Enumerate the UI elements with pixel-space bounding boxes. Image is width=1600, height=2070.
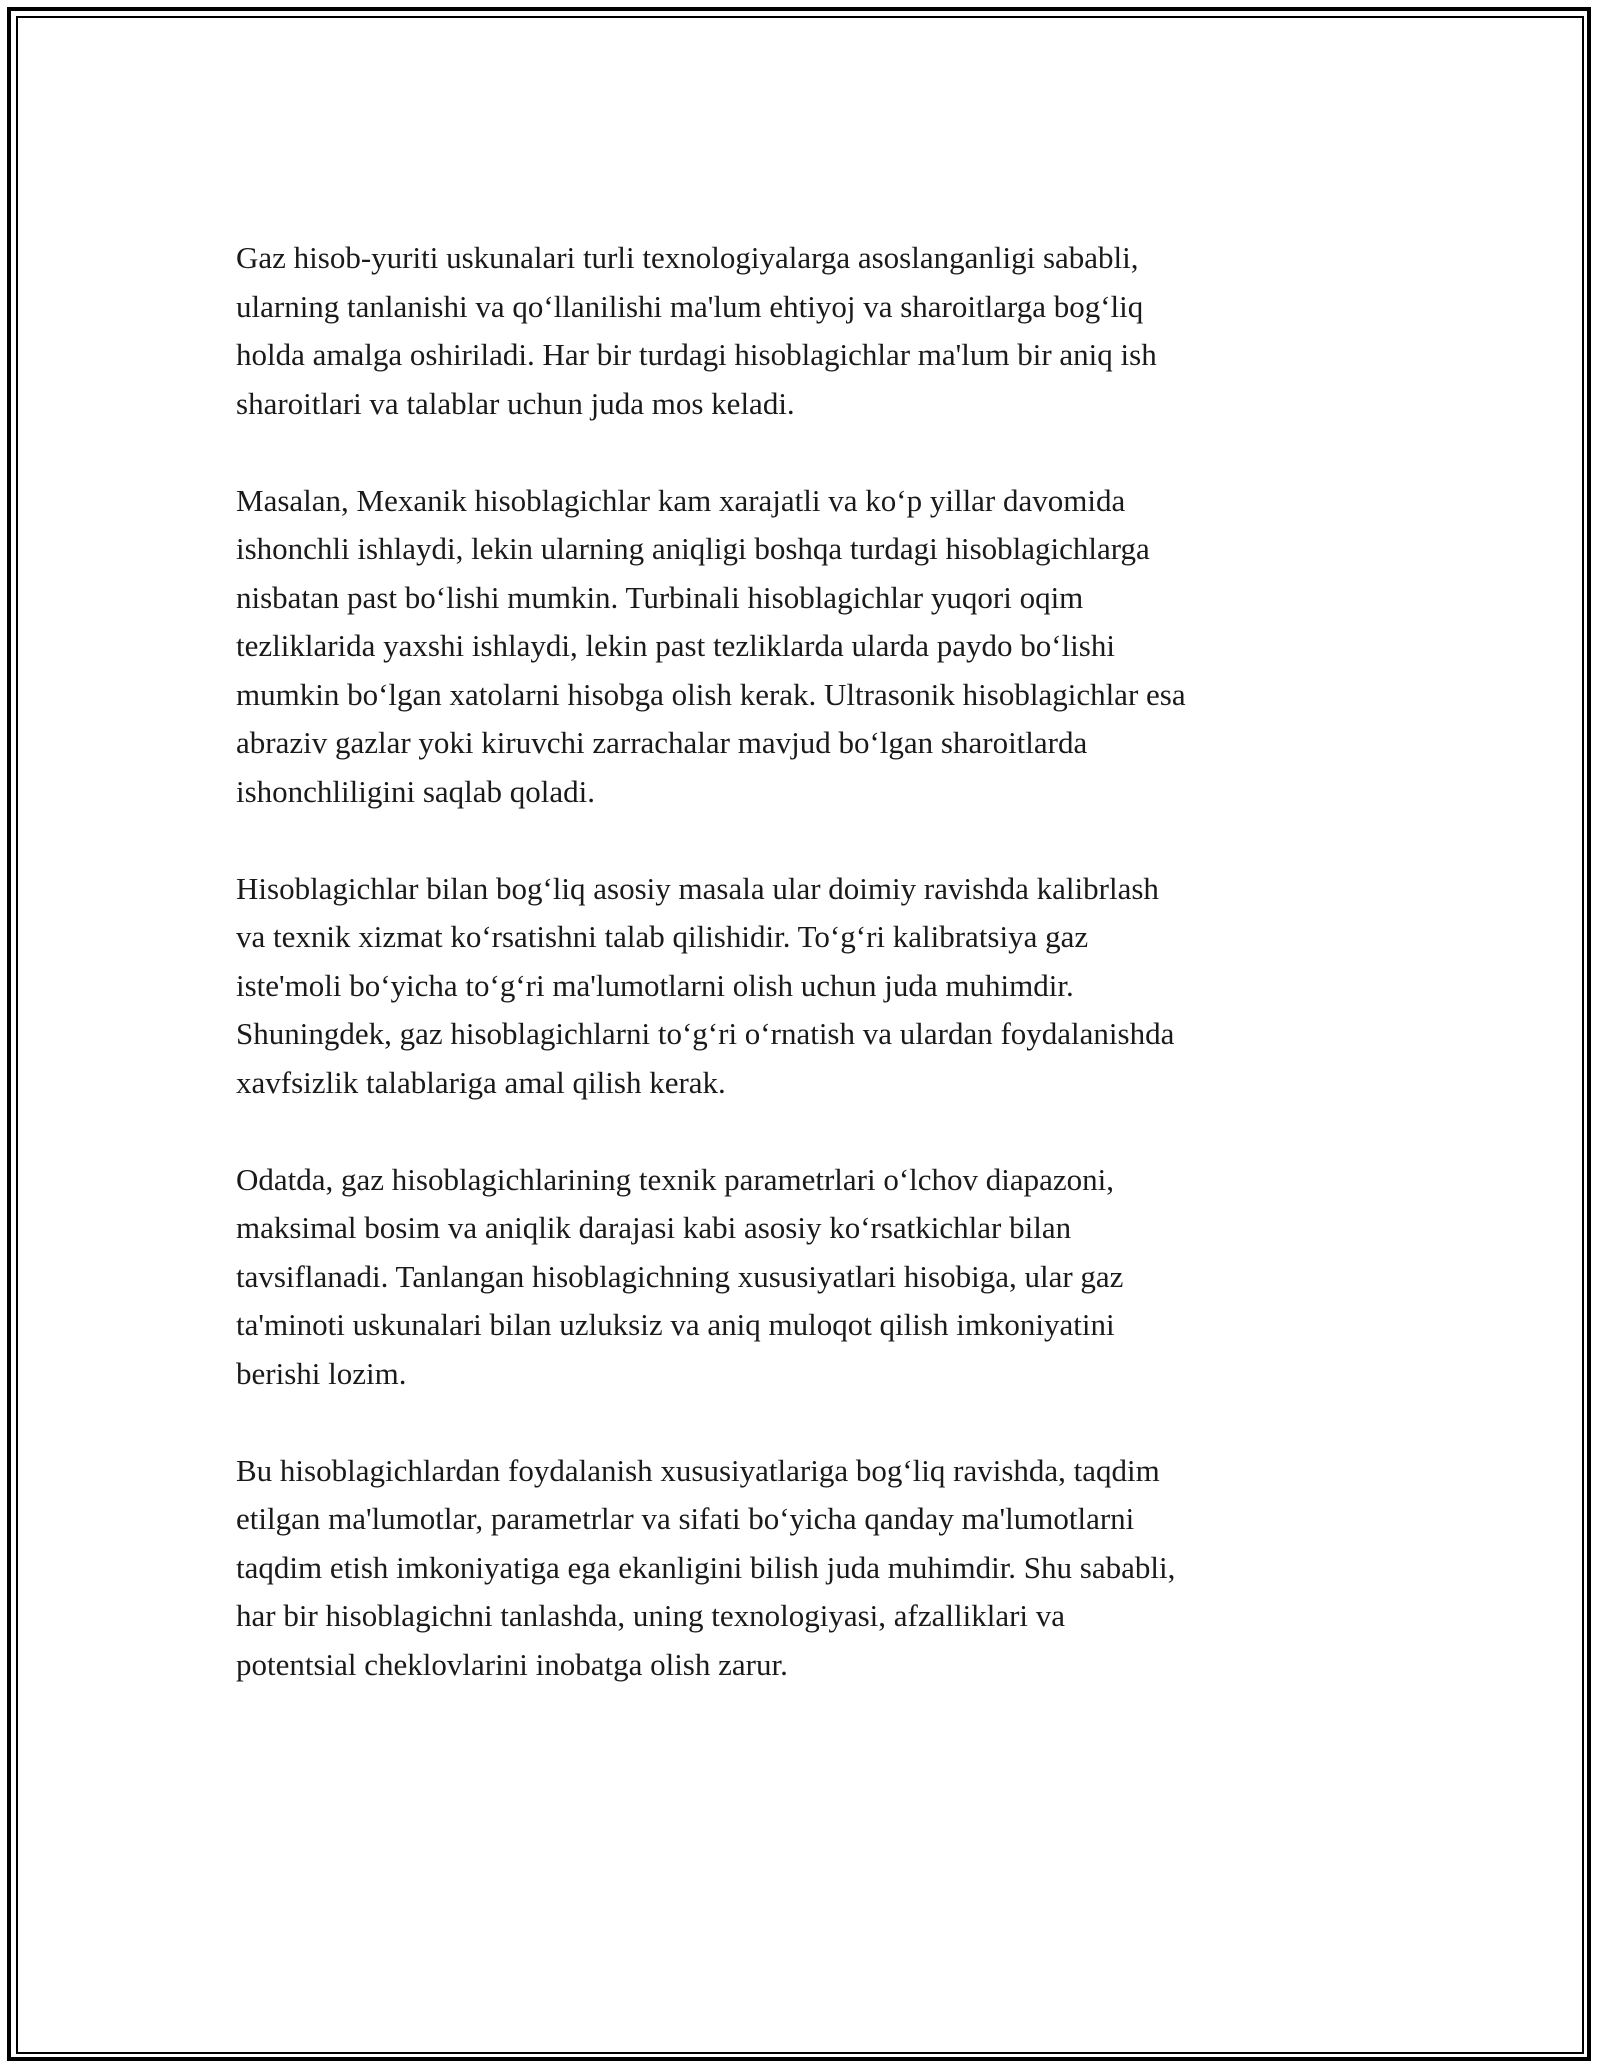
document-body <box>236 234 1366 1689</box>
paragraph-2: Masalan, Mexanik hisoblagichlar kam xarajatli va ko‘p yillar davomida ishonchli ishlaydi, lekin ularning aniqligi boshqa turdagi hisoblagichlarga nisbatan past bo‘lishi mumkin. Turbinali hisoblagichlar yuqori oqim tezliklarida yaxshi ishlaydi, lekin past tezliklarda ularda paydo bo‘lishi mumkin bo‘lgan xatolarni hisobga olish kerak. Ultrasonik hisoblagichlar esa abraziv gazlar yoki kiruvchi zarrachalar mavjud bo‘lgan sharoitlarda ishonchliligini saqlab qoladi. <box>236 482 1186 809</box>
paragraph-1: Gaz hisob-yuriti uskunalari turli texnologiyalarga asoslanganligi sababli, ularning tanlanishi va qo‘llanilishi ma'lum ehtiyoj va sharoitlarga bog‘liq holda amalga oshiriladi. Har bir turdagi hisoblagichlar ma'lum bir aniq ish sharoitlari va talablar uchun juda mos keladi. <box>236 240 1157 421</box>
paragraph-4: Odatda, gaz hisoblagichlarining texnik parametrlari o‘lchov diapazoni, maksimal bosim va aniqlik darajasi kabi asosiy ko‘rsatkichlar bilan tavsiflanadi. Tanlangan hisoblagichning xususiyatlari hisobiga, ular gaz ta'minoti uskunalari bilan uzluksiz va aniq muloqot qilish imkoniyatini berishi lozim. <box>236 1161 1124 1391</box>
paragraph-5: Bu hisoblagichlardan foydalanish xususiyatlariga bog‘liq ravishda, taqdim etilgan ma'lumotlar, parametrlar va sifati bo‘yicha qanday ma'lumotlarni taqdim etish imkoniyatiga ega ekanligini bilish juda muhimdir. Shu sababli, har bir hisoblagichni tanlashda, uning texnologiyasi, afzalliklari va potentsial cheklovlarini inobatga olish zarur. <box>236 1452 1176 1682</box>
paragraph-3: Hisoblagichlar bilan bog‘liq asosiy masala ular doimiy ravishda kalibrlash va texnik xizmat ko‘rsatishni talab qilishidir. To‘g‘ri kalibratsiya gaz iste'moli bo‘yicha to‘g‘ri ma'lumotlarni olish uchun juda muhimdir. Shuningdek, gaz hisoblagichlarni to‘g‘ri o‘rnatish va ulardan foydalanishda xavfsizlik talablariga amal qilish kerak. <box>236 870 1175 1100</box>
